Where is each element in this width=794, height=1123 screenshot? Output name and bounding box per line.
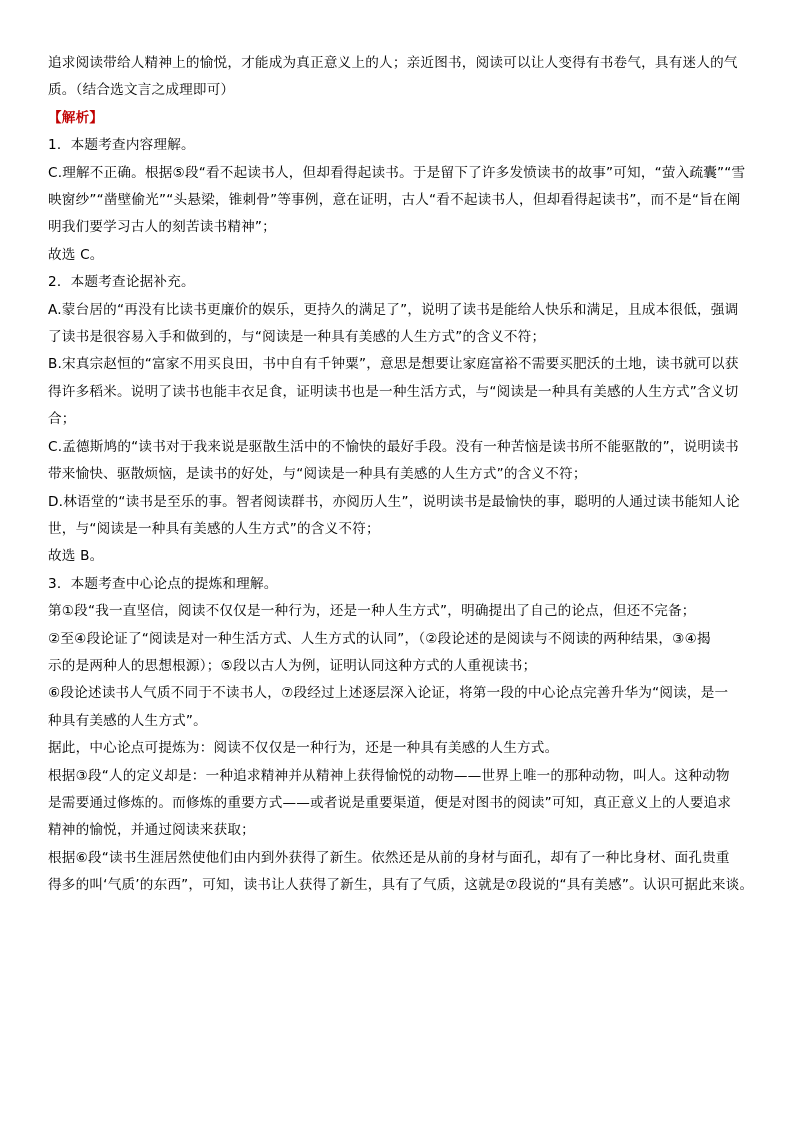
analysis-line: 种具有美感的人生方式”。 xyxy=(48,712,207,729)
analysis-line: 带来愉快、驱散烦恼，是读书的好处，与“阅读是一种具有美感的人生方式”的含义不符； xyxy=(48,466,587,483)
analysis-line: 故选 C。 xyxy=(48,246,104,263)
analysis-line: 据此，中心论点可提炼为：阅读不仅仅是一种行为，还是一种具有美感的人生方式。 xyxy=(48,740,559,757)
analysis-line: 了读书是很容易入手和做到的，与“阅读是一种具有美感的人生方式”的含义不符； xyxy=(48,329,546,346)
analysis-line: A.蒙台居的“再没有比读书更廉价的娱乐，更持久的满足了”，说明了读书是能给人快乐和满足，且成本很低，强调 xyxy=(48,301,739,318)
analysis-line: 得许多稻米。说明了读书也能丰衣足食，证明读书也是一种生活方式，与“阅读是一种具有美感的人生方式”含义切 xyxy=(48,383,739,400)
answer-line: 追求阅读带给人精神上的愉悦，才能成为真正意义上的人；亲近图书，阅读可以让人变得有书卷气，具有迷人的气 xyxy=(48,55,738,71)
analysis-line: C.孟德斯鸠的“读书对于我来说是驱散生活中的不愉快的最好手段。没有一种苦恼是读书所不能驱散的”，说明读书 xyxy=(48,438,739,455)
document-page xyxy=(48,50,776,900)
analysis-line: 世，与“阅读是一种具有美感的人生方式”的含义不符； xyxy=(48,520,380,537)
analysis-line: 2．本题考查论据补充。 xyxy=(48,274,195,291)
analysis-line: 合； xyxy=(48,411,76,428)
analysis-heading: 【解析】 xyxy=(48,109,104,126)
answer-line: 质。（结合选文言之成理即可） xyxy=(48,82,235,99)
analysis-line: 是需要通过修炼的。而修炼的重要方式——或者说是重要渠道，便是对图书的阅读”可知，真正意义上的人要追求 xyxy=(48,794,732,811)
analysis-line: 1．本题考查内容理解。 xyxy=(48,137,195,154)
analysis-body xyxy=(48,132,776,899)
analysis-line: D.林语堂的“读书是至乐的事。智者阅读群书，亦阅历人生”，说明读书是最愉快的事，聪明的人通过读书能知人论 xyxy=(48,493,740,510)
analysis-line: 第①段“我一直坚信，阅读不仅仅是一种行为，还是一种人生方式”，明确提出了自己的论点，但还不完备； xyxy=(48,603,696,620)
analysis-line: 根据③段“人的定义却是：一种追求精神并从精神上获得愉悦的动物——世界上唯一的那种动物，叫人。这种动物 xyxy=(48,767,730,784)
analysis-line: 映窗纱”“凿壁偷光”“头悬梁，锥刺骨”等事例，意在证明，古人“看不起读书人，但却看得起读书”，而不是“旨在阐 xyxy=(48,192,741,209)
analysis-line: ⑥段论述读书人气质不同于不读书人，⑦段经过上述逐层深入论证，将第一段的中心论点完善升华为“阅读，是一 xyxy=(48,685,729,702)
analysis-line: 根据⑥段“读书生涯居然使他们由内到外获得了新生。依然还是从前的身材与面孔，却有了一种比身材、面孔贵重 xyxy=(48,849,730,866)
analysis-line: 得多的叫‘气质’的东西”，可知，读书让人获得了新生，具有了气质，这就是⑦段说的“具有美感”。认识可据此来谈。 xyxy=(48,877,754,894)
analysis-line: 明我们要学习古人的刻苦读书精神”； xyxy=(48,219,276,236)
analysis-line: 3．本题考查中心论点的提炼和理解。 xyxy=(48,575,278,592)
analysis-line: 示的是两种人的思想根源）；⑤段以古人为例，证明认同这种方式的人重视读书； xyxy=(48,657,537,674)
analysis-line: B.宋真宗赵恒的“富家不用买良田，书中自有千钟粟”，意思是想要让家庭富裕不需要买肥沃的土地，读书就可以获 xyxy=(48,356,739,373)
analysis-line: 故选 B。 xyxy=(48,548,104,565)
analysis-line: C.理解不正确。根据⑤段“看不起读书人，但却看得起读书。于是留下了许多发愤读书的故事”可知，“萤入疏囊”“雪 xyxy=(48,164,746,181)
analysis-line: 精神的愉悦，并通过阅读来获取； xyxy=(48,822,255,839)
analysis-line: ②至④段论证了“阅读是对一种生活方式、人生方式的认同”，（②段论述的是阅读与不阅读的两种结果，③④揭 xyxy=(48,630,711,647)
